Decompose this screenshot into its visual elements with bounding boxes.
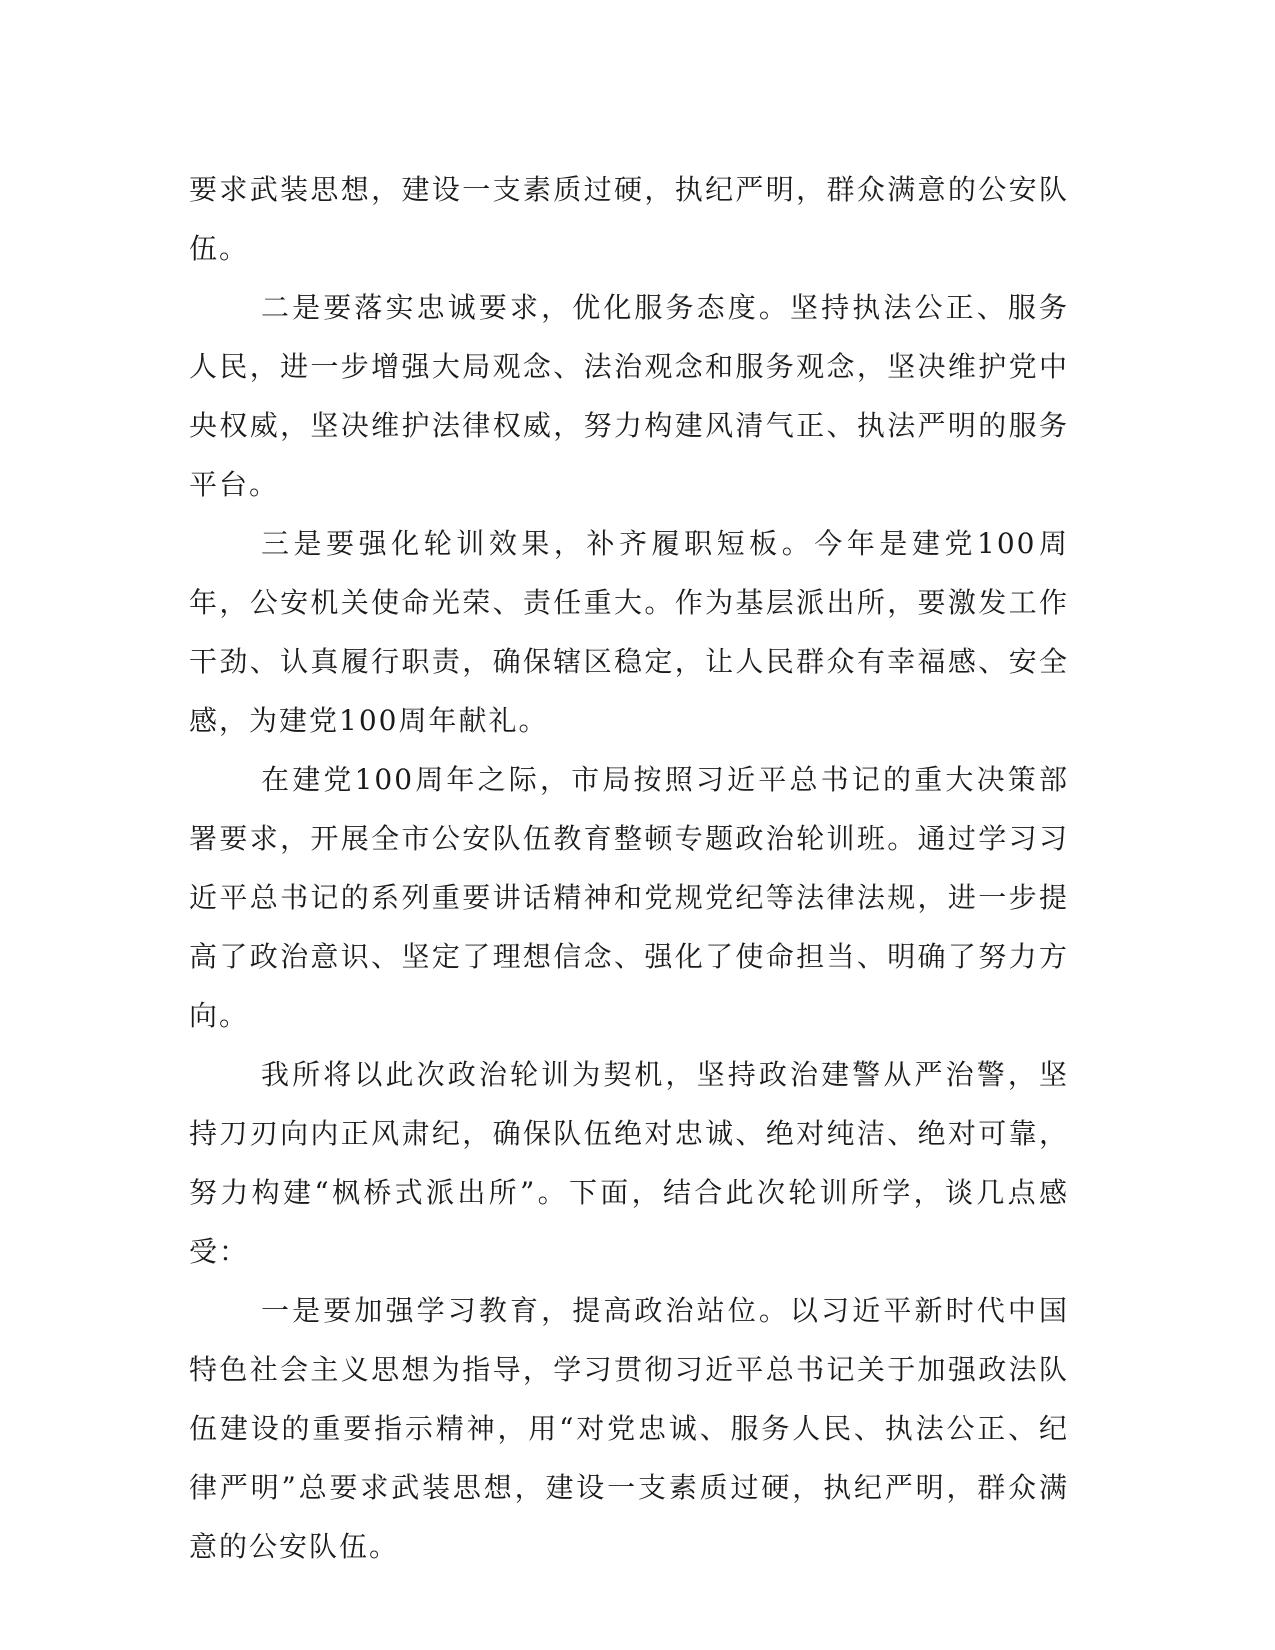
- document-body: [189, 160, 1069, 1576]
- paragraph-point-one: 一是要加强学习教育，提高政治站位。以习近平新时代中国特色社会主义思想为指导，学习贯彻习近平总书记关于加强政法队伍建设的重要指示精神，用“对党忠诚、服务人民、执法公正、纪律严明”总要求武装思想，建设一支素质过硬，执纪严明，群众满意的公安队伍。: [189, 1294, 1069, 1563]
- paragraph-point-two: 二是要落实忠诚要求，优化服务态度。坚持执法公正、服务人民，进一步增强大局观念、法治观念和服务观念，坚决维护党中央权威，坚决维护法律权威，努力构建风清气正、执法严明的服务平台。: [189, 291, 1069, 501]
- paragraph-centenary-training: 在建党100周年之际，市局按照习近平总书记的重大决策部署要求，开展全市公安队伍教育整顿专题政治轮训班。通过学习习近平总书记的系列重要讲话精神和党规党纪等法律法规，进一步提高了政治意识、坚定了理想信念、强化了使命担当、明确了努力方向。: [189, 763, 1069, 1032]
- paragraph-station-commitment: 我所将以此次政治轮训为契机，坚持政治建警从严治警，坚持刀刃向内正风肃纪，确保队伍绝对忠诚、绝对纯洁、绝对可靠，努力构建“枫桥式派出所”。下面，结合此次轮训所学，谈几点感受：: [189, 1058, 1069, 1268]
- paragraph-point-three: 三是要强化轮训效果，补齐履职短板。今年是建党100周年，公安机关使命光荣、责任重大。作为基层派出所，要激发工作干劲、认真履行职责，确保辖区稳定，让人民群众有幸福感、安全感，为建党100周年献礼。: [189, 527, 1069, 737]
- paragraph-continuation: 要求武装思想，建设一支素质过硬，执纪严明，群众满意的公安队伍。: [189, 173, 1069, 265]
